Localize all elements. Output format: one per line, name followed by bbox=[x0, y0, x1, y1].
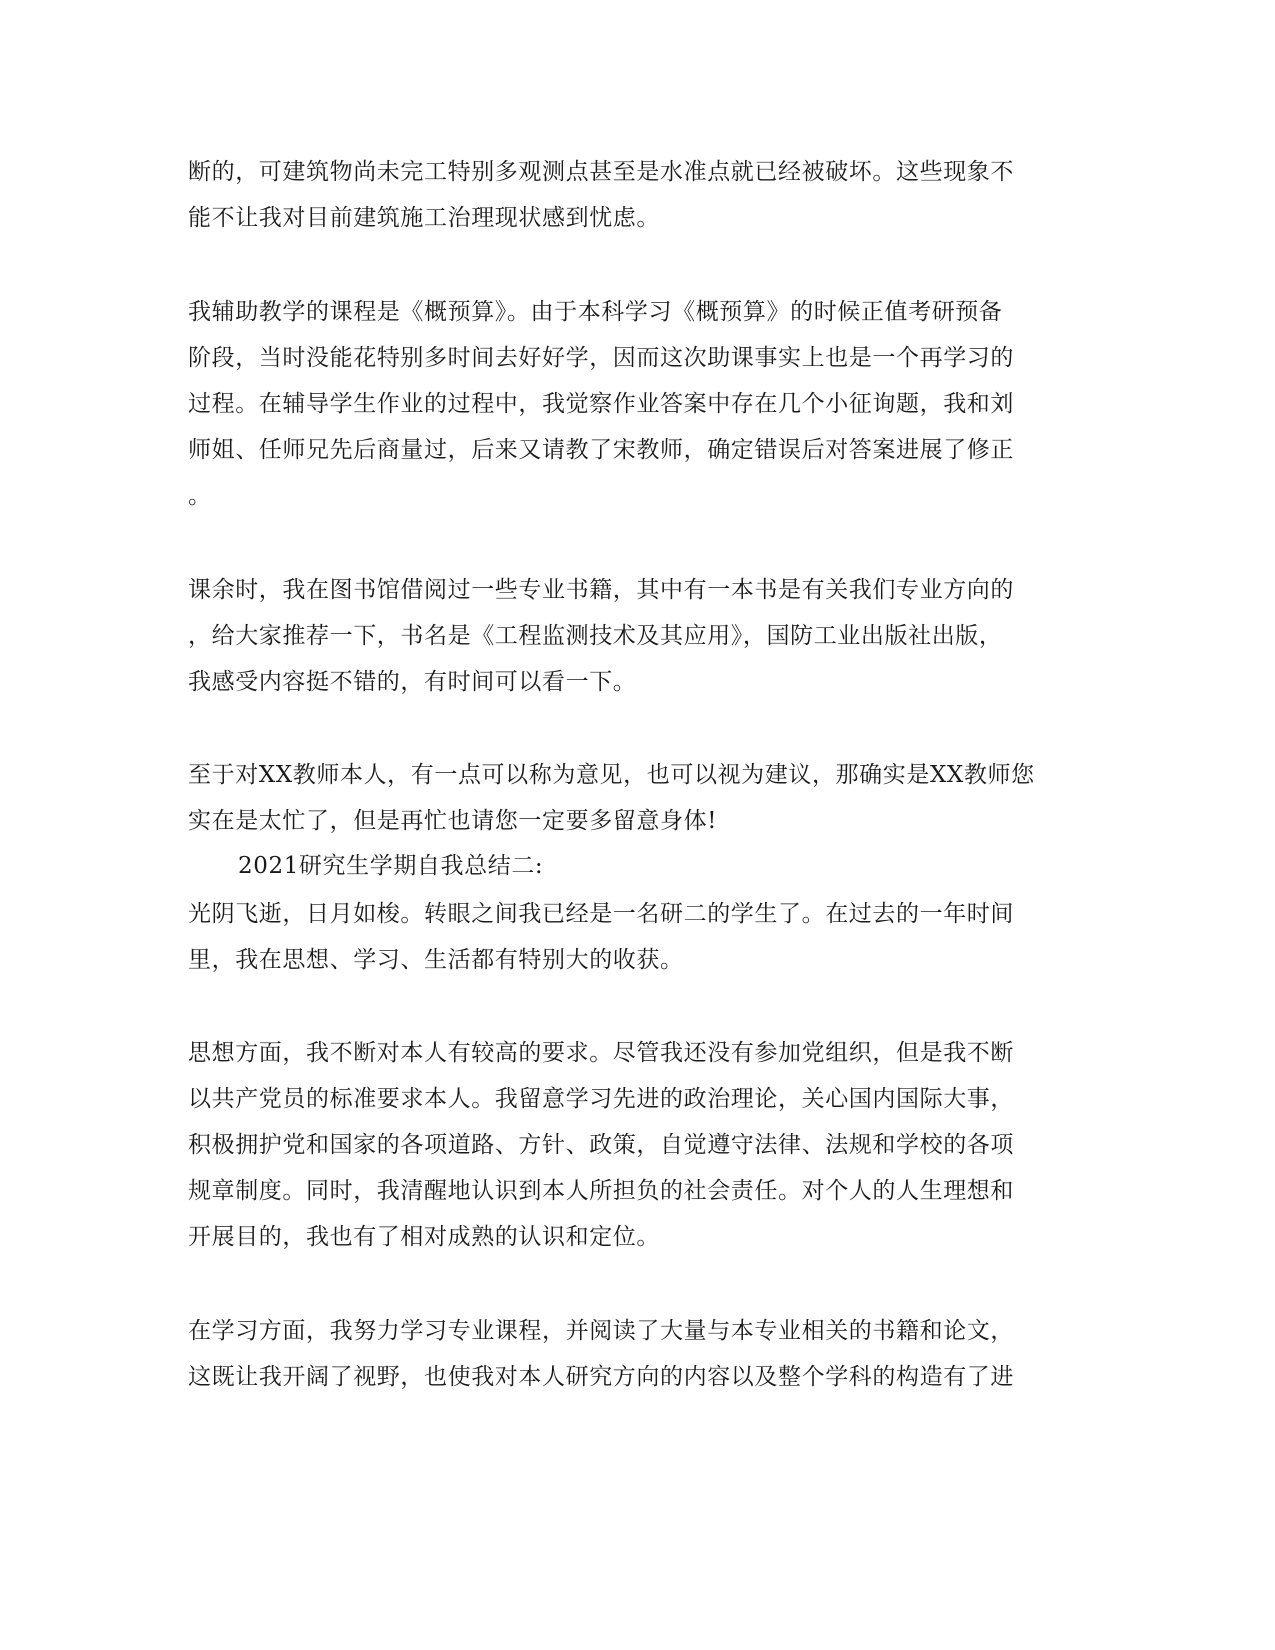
paragraph-line: 至于对XX教师本人，有一点可以称为意见，也可以视为建议，那确实是XX教师您 bbox=[188, 762, 1035, 788]
paragraph-line: 思想方面，我不断对本人有较高的要求。尽管我还没有参加党组织，但是我不断 bbox=[188, 1040, 1014, 1066]
paragraph-line: 。 bbox=[188, 483, 212, 509]
paragraph-line: 开展目的，我也有了相对成熟的认识和定位。 bbox=[188, 1224, 660, 1250]
paragraph-line: 断的，可建筑物尚未完工特别多观测点甚至是水准点就已经被破坏。这些现象不 bbox=[188, 159, 1014, 185]
section-heading: 2021研究生学期自我总结二: bbox=[238, 853, 544, 879]
paragraph-line: 我感受内容挺不错的，有时间可以看一下。 bbox=[188, 669, 637, 695]
paragraph-line: 光阴飞逝，日月如梭。转眼之间我已经是一名研二的学生了。在过去的一年时间 bbox=[188, 901, 1014, 927]
paragraph-line: 我辅助教学的课程是《概预算》。由于本科学习《概预算》的时候正值考研预备 bbox=[188, 299, 1003, 325]
paragraph-line: 阶段，当时没能花特别多时间去好好学，因而这次助课事实上也是一个再学习的 bbox=[188, 345, 1014, 371]
paragraph-line: 规章制度。同时，我清醒地认识到本人所担负的社会责任。对个人的人生理想和 bbox=[188, 1178, 1014, 1204]
paragraph-line: 师姐、任师兄先后商量过，后来又请教了宋教师，确定错误后对答案进展了修正 bbox=[188, 437, 1014, 463]
paragraph-line: 课余时，我在图书馆借阅过一些专业书籍，其中有一本书是有关我们专业方向的 bbox=[188, 577, 1014, 603]
paragraph-line: 能不让我对目前建筑施工治理现状感到忧虑。 bbox=[188, 205, 660, 231]
paragraph-line: ，给大家推荐一下，书名是《工程监测技术及其应用》，国防工业出版社出版， bbox=[188, 623, 1003, 649]
paragraph-line: 过程。在辅导学生作业的过程中，我觉察作业答案中存在几个小征询题，我和刘 bbox=[188, 391, 1014, 417]
paragraph-line: 在学习方面，我努力学习专业课程，并阅读了大量与本专业相关的书籍和论文， bbox=[188, 1318, 1014, 1344]
paragraph-line: 里，我在思想、学习、生活都有特别大的收获。 bbox=[188, 947, 684, 973]
paragraph-line: 实在是太忙了，但是再忙也请您一定要多留意身体! bbox=[188, 808, 718, 834]
paragraph-line: 以共产党员的标准要求本人。我留意学习先进的政治理论，关心国内国际大事， bbox=[188, 1086, 1014, 1112]
paragraph-line: 积极拥护党和国家的各项道路、方针、政策，自觉遵守法律、法规和学校的各项 bbox=[188, 1132, 1014, 1158]
paragraph-line: 这既让我开阔了视野，也使我对本人研究方向的内容以及整个学科的构造有了进 bbox=[188, 1364, 1014, 1390]
